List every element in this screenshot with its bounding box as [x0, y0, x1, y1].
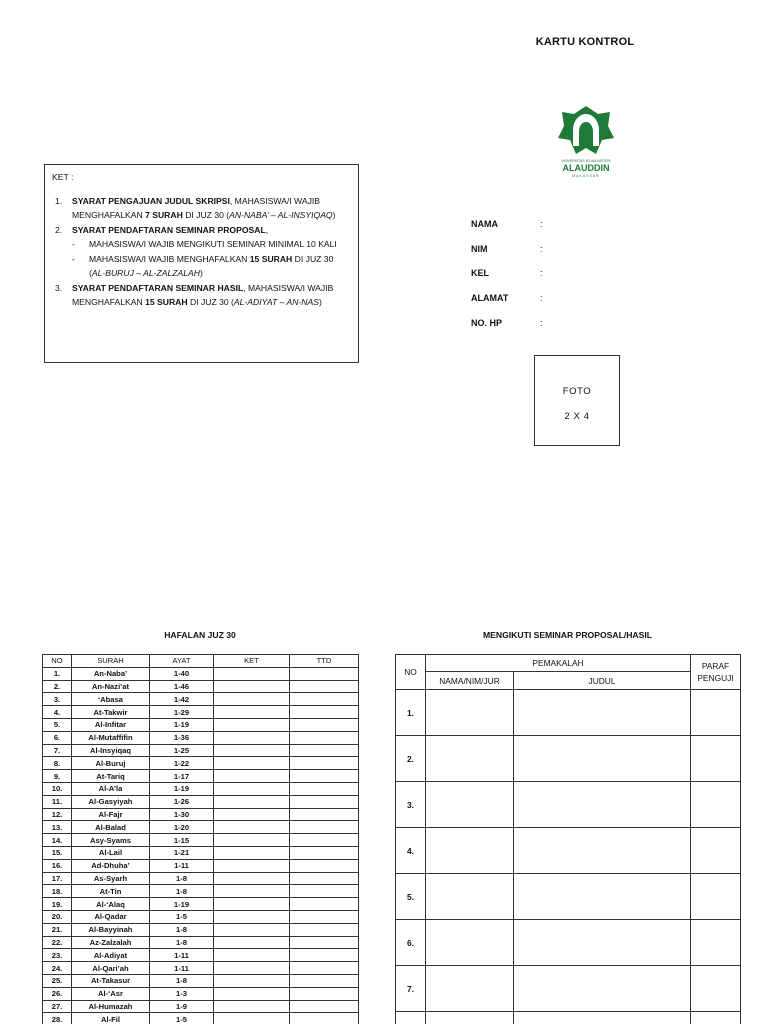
row-surah: Al-Fajr [72, 808, 150, 821]
logo-subtitle: MAKASSAR [572, 174, 600, 178]
row-surah: Al-Fil [72, 1013, 150, 1024]
row-ayat: 1-3 [150, 987, 214, 1000]
table-row [43, 834, 359, 847]
row-no [396, 1012, 426, 1024]
identity-nim: NIM : [471, 244, 543, 254]
row-ayat: 1-8 [150, 923, 214, 936]
row-judul [514, 736, 691, 782]
row-no: 10. [43, 782, 72, 795]
row-no: 4. [43, 706, 72, 719]
table-row [43, 949, 359, 962]
row-ket [214, 872, 290, 885]
row-surah: Al-Humazah [72, 1000, 150, 1013]
table-row [43, 706, 359, 719]
row-ttd [290, 910, 359, 923]
identity-nama: NAMA : [471, 219, 543, 229]
col-ttd: TTD [290, 655, 359, 668]
col-ket: KET [214, 655, 290, 668]
logo-caption: UNIVERSITAS ISLAM NEGERI [561, 159, 611, 163]
row-ayat: 1-8 [150, 974, 214, 987]
row-ttd [290, 949, 359, 962]
table-row [43, 885, 359, 898]
row-no: 3. [43, 693, 72, 706]
row-surah: Al-Gasyiyah [72, 795, 150, 808]
row-surah: ‘Abasa [72, 693, 150, 706]
row-judul [514, 828, 691, 874]
row-ttd [290, 693, 359, 706]
row-ttd [290, 680, 359, 693]
row-ayat: 1-29 [150, 706, 214, 719]
table-row [396, 828, 741, 874]
row-nama-nim-jur [426, 690, 514, 736]
row-ayat: 1-26 [150, 795, 214, 808]
row-ayat: 1-11 [150, 949, 214, 962]
table-row [396, 920, 741, 966]
notes-label: KET : [52, 172, 74, 182]
row-no: 9. [43, 770, 72, 783]
table-row [43, 731, 359, 744]
row-surah: Al-Balad [72, 821, 150, 834]
table-row [43, 962, 359, 975]
table-row [43, 987, 359, 1000]
row-no: 2. [396, 736, 426, 782]
row-ket [214, 757, 290, 770]
row-ket [214, 885, 290, 898]
row-paraf [691, 828, 741, 874]
row-ayat: 1-5 [150, 910, 214, 923]
row-no: 26. [43, 987, 72, 1000]
row-surah: Al-‘Asr [72, 987, 150, 1000]
table-row [43, 1013, 359, 1024]
identity-no-hp: NO. HP : [471, 318, 543, 328]
row-ttd [290, 859, 359, 872]
row-ttd [290, 974, 359, 987]
row-ket [214, 731, 290, 744]
row-ket [214, 910, 290, 923]
row-ket [214, 706, 290, 719]
row-ayat: 1-8 [150, 885, 214, 898]
row-judul [514, 782, 691, 828]
table-row [43, 770, 359, 783]
row-ket [214, 974, 290, 987]
col-no: NO [396, 655, 426, 690]
table-row [396, 782, 741, 828]
table-row [396, 736, 741, 782]
row-ayat: 1-30 [150, 808, 214, 821]
row-ket [214, 667, 290, 680]
row-ket [214, 936, 290, 949]
row-ayat: 1-19 [150, 782, 214, 795]
row-judul [514, 874, 691, 920]
row-surah: Al-A’la [72, 782, 150, 795]
row-no: 7. [43, 744, 72, 757]
row-surah: Al-Buruj [72, 757, 150, 770]
table-row [43, 744, 359, 757]
row-ttd [290, 898, 359, 911]
row-paraf [691, 874, 741, 920]
table-row [396, 966, 741, 1012]
notes-box [44, 164, 359, 363]
row-ttd [290, 718, 359, 731]
row-ket [214, 782, 290, 795]
table-row [43, 808, 359, 821]
row-ayat: 1-25 [150, 744, 214, 757]
row-nama-nim-jur [426, 966, 514, 1012]
logo-name: ALAUDDIN [562, 163, 610, 173]
row-ayat: 1-22 [150, 757, 214, 770]
row-ayat: 1-11 [150, 962, 214, 975]
identity-kel: KEL : [471, 268, 543, 278]
row-no: 13. [43, 821, 72, 834]
row-no: 17. [43, 872, 72, 885]
table-row [43, 936, 359, 949]
note-sub-item-2: - MAHASISWA/I WAJIB MENGHAFALKAN 15 SURAH DI JUZ 30 (AL-BURUJ – AL-ZALZALAH) [72, 253, 334, 278]
table-row [43, 757, 359, 770]
hafalan-table [42, 654, 359, 1024]
row-judul [514, 920, 691, 966]
row-ket [214, 949, 290, 962]
photo-placeholder [534, 355, 620, 446]
row-ttd [290, 731, 359, 744]
page-title: KARTU KONTROL [535, 36, 635, 48]
row-ttd [290, 795, 359, 808]
row-surah: Ad-Dhuha’ [72, 859, 150, 872]
row-ttd [290, 923, 359, 936]
row-nama-nim-jur [426, 828, 514, 874]
table-row [43, 910, 359, 923]
row-ttd [290, 808, 359, 821]
hafalan-header-row [43, 655, 359, 668]
row-paraf [691, 782, 741, 828]
row-nama-nim-jur [426, 736, 514, 782]
table-row [43, 782, 359, 795]
table-row [396, 1012, 741, 1024]
row-ket [214, 898, 290, 911]
row-ttd [290, 667, 359, 680]
col-paraf-penguji: PARAF PENGUJI [691, 655, 741, 690]
row-surah: Al-Lail [72, 846, 150, 859]
row-ket [214, 834, 290, 847]
hafalan-title: HAFALAN JUZ 30 [164, 630, 236, 640]
row-paraf [691, 1012, 741, 1024]
row-no: 6. [396, 920, 426, 966]
row-surah: At-Takwir [72, 706, 150, 719]
row-judul [514, 1012, 691, 1024]
row-paraf [691, 736, 741, 782]
row-surah: At-Takasur [72, 974, 150, 987]
table-row [43, 872, 359, 885]
row-ket [214, 808, 290, 821]
row-no: 12. [43, 808, 72, 821]
row-ket [214, 718, 290, 731]
row-ayat: 1-17 [150, 770, 214, 783]
row-surah: Al-Qadar [72, 910, 150, 923]
table-row [396, 690, 741, 736]
row-nama-nim-jur [426, 782, 514, 828]
row-ayat: 1-36 [150, 731, 214, 744]
table-row [396, 874, 741, 920]
row-no: 21. [43, 923, 72, 936]
row-no: 1. [43, 667, 72, 680]
row-nama-nim-jur [426, 874, 514, 920]
row-no: 16. [43, 859, 72, 872]
row-no: 23. [43, 949, 72, 962]
row-ket [214, 1013, 290, 1024]
row-ket [214, 770, 290, 783]
row-ttd [290, 846, 359, 859]
photo-label: FOTO [562, 386, 592, 397]
row-ttd [290, 872, 359, 885]
row-ayat: 1-19 [150, 898, 214, 911]
row-no: 11. [43, 795, 72, 808]
row-surah: Al-Infitar [72, 718, 150, 731]
row-surah: At-Tin [72, 885, 150, 898]
row-ayat: 1-19 [150, 718, 214, 731]
row-ttd [290, 744, 359, 757]
row-no: 8. [43, 757, 72, 770]
row-no: 25. [43, 974, 72, 987]
note-sub-item-1: - MAHASISWA/I WAJIB MENGIKUTI SEMINAR MINIMAL 10 KALI [72, 239, 337, 249]
row-nama-nim-jur [426, 920, 514, 966]
note-item-2: 2. SYARAT PENDAFTARAN SEMINAR PROPOSAL, [55, 224, 269, 235]
row-ket [214, 795, 290, 808]
row-surah: An-Naba’ [72, 667, 150, 680]
row-ttd [290, 987, 359, 1000]
row-no: 6. [43, 731, 72, 744]
row-ket [214, 846, 290, 859]
row-no: 7. [396, 966, 426, 1012]
row-no: 1. [396, 690, 426, 736]
table-row [43, 795, 359, 808]
row-ayat: 1-5 [150, 1013, 214, 1024]
row-ayat: 1-8 [150, 872, 214, 885]
table-row [43, 974, 359, 987]
row-surah: Al-Bayyinah [72, 923, 150, 936]
row-ayat: 1-11 [150, 859, 214, 872]
row-no: 22. [43, 936, 72, 949]
row-ket [214, 821, 290, 834]
row-ayat: 1-8 [150, 936, 214, 949]
row-no: 3. [396, 782, 426, 828]
photo-size: 2 X 4 [564, 411, 590, 422]
table-row [43, 846, 359, 859]
row-ttd [290, 782, 359, 795]
col-no: NO [43, 655, 72, 668]
row-ttd [290, 834, 359, 847]
row-ket [214, 987, 290, 1000]
row-ttd [290, 757, 359, 770]
row-surah: Al-Mutaffifin [72, 731, 150, 744]
row-ayat: 1-21 [150, 846, 214, 859]
row-ttd [290, 885, 359, 898]
identity-alamat: ALAMAT : [471, 293, 543, 303]
col-ayat: AYAT [150, 655, 214, 668]
row-paraf [691, 920, 741, 966]
row-surah: As-Syarh [72, 872, 150, 885]
row-ket [214, 923, 290, 936]
row-no: 15. [43, 846, 72, 859]
row-paraf [691, 690, 741, 736]
row-ket [214, 962, 290, 975]
row-ttd [290, 936, 359, 949]
row-no: 19. [43, 898, 72, 911]
university-logo [552, 104, 620, 184]
row-ayat: 1-20 [150, 821, 214, 834]
row-no: 20. [43, 910, 72, 923]
row-paraf [691, 966, 741, 1012]
col-pemakalah: PEMAKALAH [426, 655, 691, 672]
table-row [43, 680, 359, 693]
row-ayat: 1-9 [150, 1000, 214, 1013]
seminar-title: MENGIKUTI SEMINAR PROPOSAL/HASIL [482, 630, 653, 640]
table-row [43, 1000, 359, 1013]
row-ket [214, 680, 290, 693]
row-surah: Al-Insyiqaq [72, 744, 150, 757]
row-no: 2. [43, 680, 72, 693]
row-ket [214, 859, 290, 872]
row-ttd [290, 1013, 359, 1024]
row-surah: Al-‘Alaq [72, 898, 150, 911]
row-ket [214, 693, 290, 706]
row-no: 5. [43, 718, 72, 731]
table-row [43, 821, 359, 834]
note-item-3: 3. SYARAT PENDAFTARAN SEMINAR HASIL, MAHASISWA/I WAJIB MENGHAFALKAN 15 SURAH DI JUZ 30 (AL-ADIYAT – AN-NAS) [55, 282, 334, 307]
note-item-1: 1. SYARAT PENGAJUAN JUDUL SKRIPSI, MAHASISWA/I WAJIB MENGHAFALKAN 7 SURAH DI JUZ 30 (AN-NABA’ – AL-INSYIQAQ) [55, 195, 336, 220]
row-surah: An-Nazi’at [72, 680, 150, 693]
row-no: 14. [43, 834, 72, 847]
row-ayat: 1-40 [150, 667, 214, 680]
row-nama-nim-jur [426, 1012, 514, 1024]
row-judul [514, 966, 691, 1012]
row-no: 27. [43, 1000, 72, 1013]
row-no: 24. [43, 962, 72, 975]
row-no: 18. [43, 885, 72, 898]
row-no: 28. [43, 1013, 72, 1024]
seminar-table [395, 654, 741, 1024]
table-row [43, 693, 359, 706]
row-surah: Az-Zalzalah [72, 936, 150, 949]
row-surah: At-Tariq [72, 770, 150, 783]
row-surah: Al-Adiyat [72, 949, 150, 962]
col-surah: SURAH [72, 655, 150, 668]
table-row [43, 718, 359, 731]
row-ayat: 1-15 [150, 834, 214, 847]
table-row [43, 859, 359, 872]
col-judul: JUDUL [514, 672, 691, 690]
table-row [43, 667, 359, 680]
row-judul [514, 690, 691, 736]
table-row [43, 923, 359, 936]
row-ttd [290, 1000, 359, 1013]
row-surah: Asy-Syams [72, 834, 150, 847]
row-ayat: 1-46 [150, 680, 214, 693]
row-ttd [290, 706, 359, 719]
row-ket [214, 1000, 290, 1013]
row-ttd [290, 962, 359, 975]
table-row [43, 898, 359, 911]
row-ayat: 1-42 [150, 693, 214, 706]
row-ttd [290, 770, 359, 783]
row-ttd [290, 821, 359, 834]
row-no: 4. [396, 828, 426, 874]
col-nama-nim-jur: NAMA/NIM/JUR [426, 672, 514, 690]
row-no: 5. [396, 874, 426, 920]
row-surah: Al-Qari’ah [72, 962, 150, 975]
row-ket [214, 744, 290, 757]
